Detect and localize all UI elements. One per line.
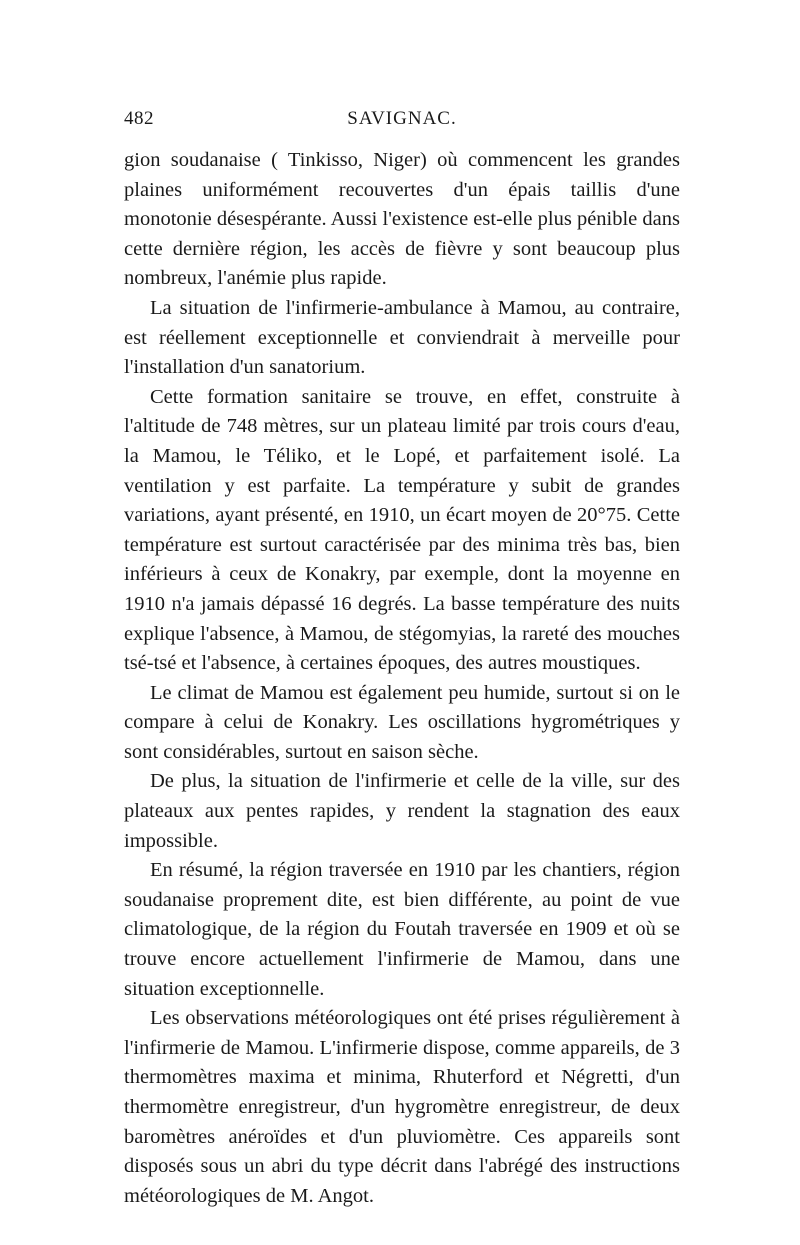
paragraph-formation-sanitaire: Cette formation sanitaire se trouve, en effet, construite à l'altitude de 748 mètres, sur un plateau limité par trois cours d'eau, la Mamou, le Téliko, et le Lopé, et parfaitement isolé. La ventilation y est parfaite. La température y subit de grandes variations, ayant présenté, en 1910, un écart moyen de 20°75. Cette température est surtout caractérisée par des minima très bas, bien inférieurs à ceux de Konakry, par exemple, dont la moyenne en 1910 n'a jamais dépassé 16 degrés. La basse température des nuits explique l'absence, à Mamou, de stégomyias, la rareté des mouches tsé-tsé et l'absence, à certaines époques, des autres moustiques. <box>124 385 680 675</box>
paragraph-climat: Le climat de Mamou est également peu humide, surtout si on le compare à celui de Konakry. Les oscillations hygrométriques y sont considérables, surtout en saison sèche. <box>124 681 680 763</box>
page-header <box>124 108 680 138</box>
running-head: SAVIGNAC. <box>347 108 457 129</box>
body-text <box>124 146 680 1211</box>
paragraph-observations: Les observations météorologiques ont été prises régulièrement à l'infirmerie de Mamou. L'infirmerie dispose, comme appareils, de 3 thermomètres maxima et minima, Rhuterford et Négretti, d'un thermomètre enregistreur, d'un hygromètre enregistreur, de deux baromètres anéroïdes et d'un pluviomètre. Ces appareils sont disposés sous un abri du type décrit dans l'abrégé des instructions météorologiques de M. Angot. <box>124 1007 680 1207</box>
paragraph-plateaux: De plus, la situation de l'infirmerie et celle de la ville, sur des plateaux aux pentes rapides, y rendent la stagnation des eaux impossible. <box>124 770 680 852</box>
paragraph-resume: En résumé, la région traversée en 1910 par les chantiers, région soudanaise proprement dite, est bien différente, au point de vue climatologique, de la région du Foutah traversée en 1909 et où se trouve encore actuellement l'infirmerie de Mamou, dans une situation exceptionnelle. <box>124 859 680 1000</box>
book-page <box>124 108 680 1211</box>
page-number: 482 <box>124 108 154 129</box>
paragraph-continuation: gion soudanaise ( Tinkisso, Niger) où commencent les grandes plaines uniformément recouvertes d'un épais taillis d'une monotonie désespérante. Aussi l'existence est-elle plus pénible dans cette dernière région, les accès de fièvre y sont beaucoup plus nombreux, l'anémie plus rapide. <box>124 149 680 290</box>
paragraph-infirmerie-situation: La situation de l'infirmerie-ambulance à Mamou, au contraire, est réellement exceptionnelle et conviendrait à merveille pour l'installation d'un sanatorium. <box>124 296 680 379</box>
